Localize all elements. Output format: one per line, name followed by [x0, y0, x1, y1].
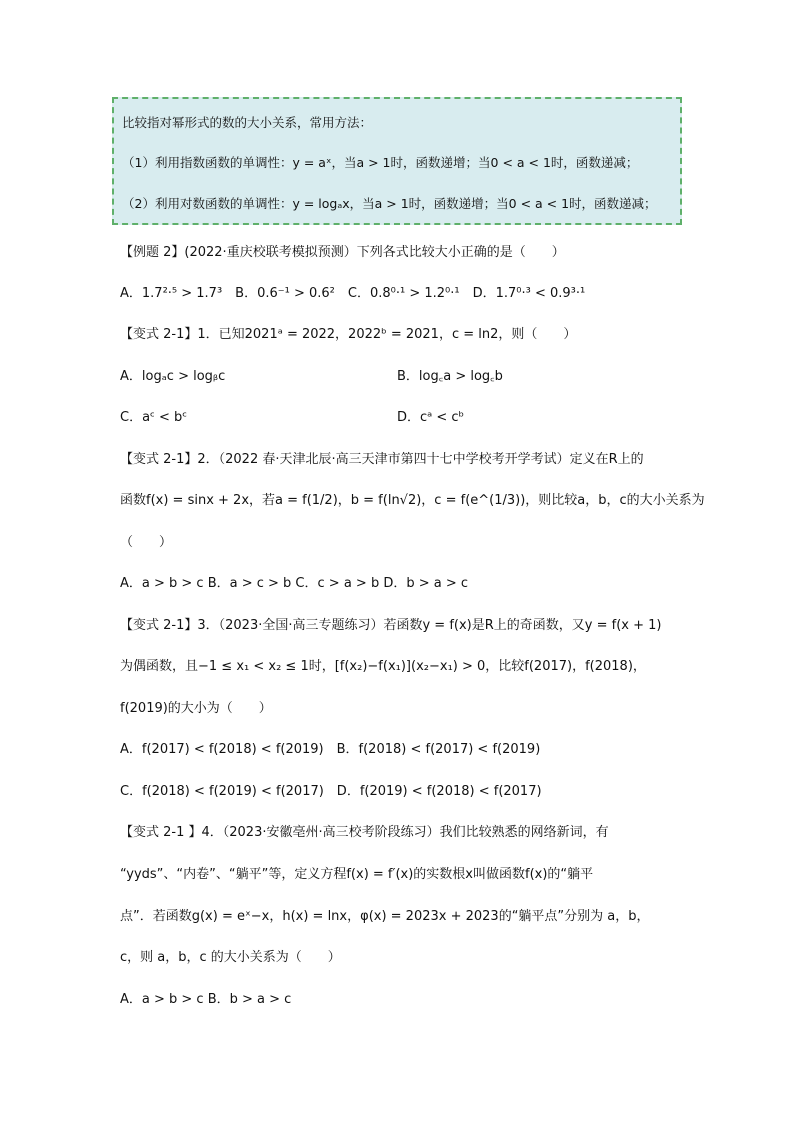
variant-3-options-ab: A．f(2017) < f(2018) < f(2019) B．f(2018) < f(2017) < f(2019) — [120, 742, 541, 757]
method-summary-box — [112, 97, 682, 225]
variant-3-options-cd: C．f(2018) < f(2019) < f(2017) D．f(2019) < f(2018) < f(2017) — [120, 784, 542, 799]
summary-logarithm-rule: （2）利用对数函数的单调性：y = logₐx，当a > 1时，函数递增；当0 < a < 1时，函数递减； — [122, 196, 657, 211]
variant-4-line-3: 点”．若函数g(x) = eˣ−x，h(x) = lnx，φ(x) = 2023x + 2023的“躺平点”分别为 a，b， — [120, 909, 650, 924]
variant-4-line-2: “yyds”、“内卷”、“躺平”等，定义方程f(x) = f′(x)的实数根x叫做函数f(x)的“躺平 — [120, 867, 594, 882]
variant-1-option-c: C．aᶜ < bᶜ — [120, 410, 188, 425]
variant-2-line-2: 函数f(x) = sinx + 2x，若a = f(1/2)，b = f(ln√2)，c = f(e^(1/3))，则比较a，b，c的大小关系为 — [120, 493, 705, 508]
variant-1-option-a: A．logₐc > logᵦc — [120, 369, 226, 384]
variant-4-line-4: c，则 a，b，c 的大小关系为（ ） — [120, 950, 341, 965]
variant-3-line-2: 为偶函数，且−1 ≤ x₁ < x₂ ≤ 1时，[f(x₂)−f(x₁)](x₂−x₁) > 0，比较f(2017)，f(2018)， — [120, 659, 646, 674]
variant-4-line-1: 【变式 2-1 】4．（2023·安徽亳州·高三校考阶段练习）我们比较熟悉的网络新词，有 — [120, 825, 609, 840]
variant-1-option-d: D．cᵃ < cᵇ — [397, 410, 465, 425]
variant-2-line-1: 【变式 2-1】2．（2022 春·天津北辰·高三天津市第四十七中学校考开学考试）定义在R上的 — [120, 452, 644, 467]
variant-4-options: A．a > b > c B．b > a > c — [120, 992, 292, 1007]
example-2-options: A．1.7²·⁵ > 1.7³ B．0.6⁻¹ > 0.6² C．0.8⁰·¹ > 1.2⁰·¹ D．1.7⁰·³ < 0.9³·¹ — [120, 286, 586, 301]
variant-1-option-b: B．log꜀a > log꜀b — [397, 369, 503, 384]
example-2-stem: 【例题 2】(2022·重庆校联考模拟预测）下列各式比较大小正确的是（ ） — [120, 245, 565, 260]
variant-3-line-3: f(2019)的大小为（ ） — [120, 701, 272, 716]
summary-title: 比较指对幂形式的数的大小关系，常用方法： — [122, 115, 373, 130]
summary-exponential-rule: （1）利用指数函数的单调性：y = aˣ，当a > 1时，函数递增；当0 < a < 1时，函数递减； — [122, 155, 639, 170]
variant-2-options: A．a > b > c B．a > c > b C．c > a > b D．b > a > c — [120, 576, 469, 591]
variant-2-line-3: （ ） — [120, 535, 173, 550]
variant-3-line-1: 【变式 2-1】3．（2023·全国·高三专题练习）若函数y = f(x)是R上的奇函数，又y = f(x + 1) — [120, 618, 662, 633]
variant-1-stem: 【变式 2-1】1．已知2021ᵃ = 2022，2022ᵇ = 2021，c = ln2，则（ ） — [120, 327, 577, 342]
